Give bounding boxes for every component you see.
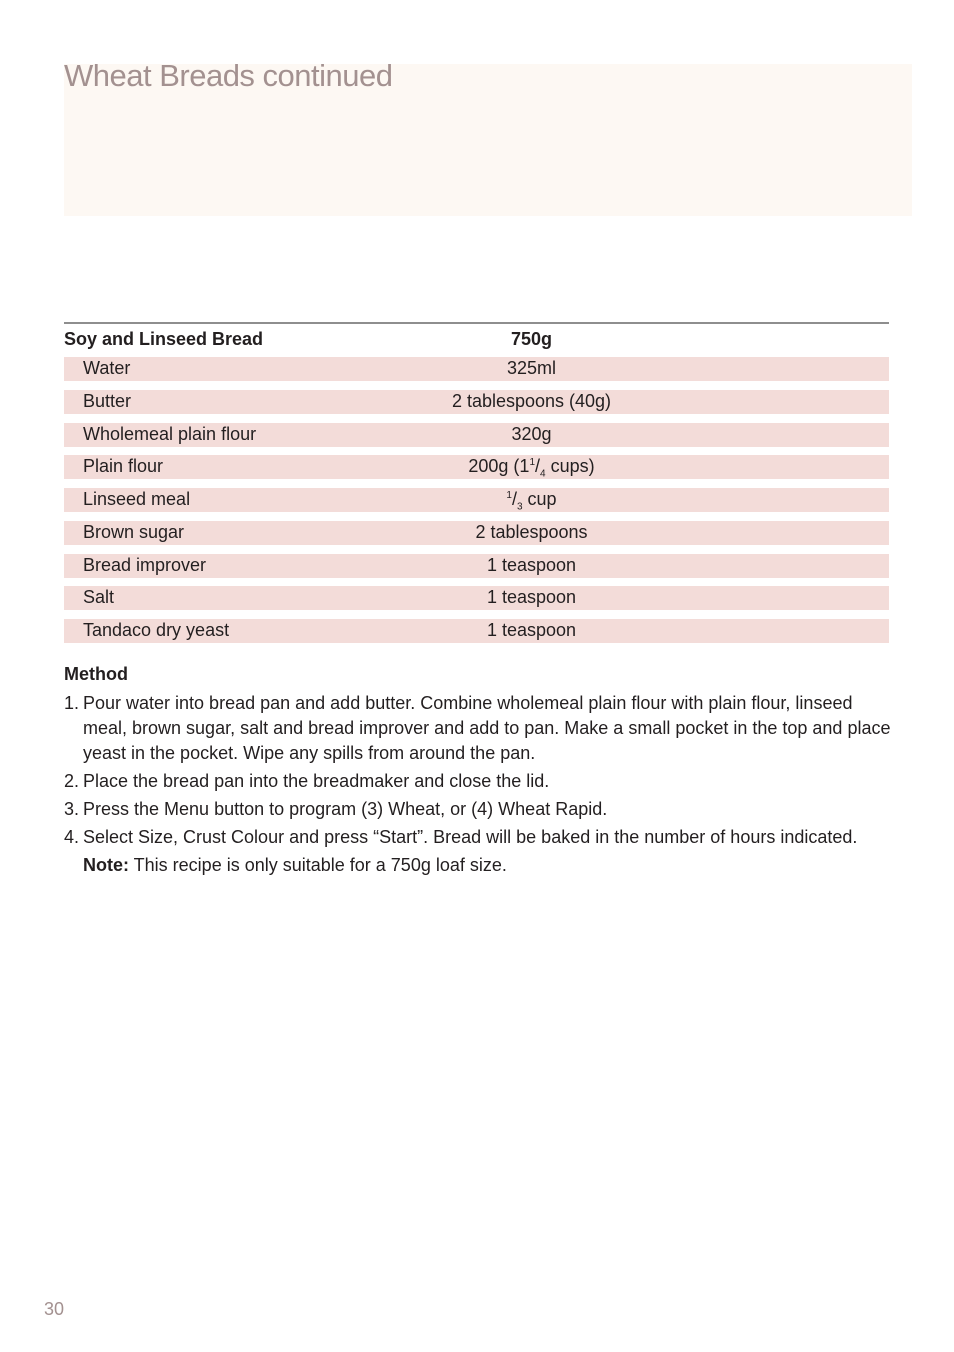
- ingredient-name: Water: [83, 358, 131, 378]
- qty-unit: cups): [545, 456, 595, 477]
- ingredient-name: Butter: [83, 390, 132, 411]
- ingredient-name: Brown sugar: [83, 521, 185, 542]
- ingredient-row: [64, 357, 889, 381]
- ingredient-qty: 1 teaspoon: [486, 620, 577, 640]
- ingredient-row: [64, 586, 889, 610]
- step-number: 4.: [64, 827, 80, 847]
- method-section: [64, 662, 894, 878]
- qty-whole: 200g (1: [468, 456, 530, 477]
- ingredient-row: [64, 455, 889, 479]
- qty-denominator: 3: [516, 501, 523, 513]
- step-number: 2.: [64, 771, 80, 791]
- ingredient-qty: 320g: [511, 423, 552, 444]
- recipe-size: 750g: [510, 329, 553, 349]
- step-number: 1.: [64, 693, 80, 713]
- method-step: [64, 825, 894, 850]
- recipe-table: [64, 322, 889, 652]
- ingredient-row: [64, 619, 889, 643]
- ingredient-row: [64, 554, 889, 578]
- ingredient-row: [64, 521, 889, 545]
- ingredient-qty: 200g ($1^1/_4$ cups): [468, 456, 595, 480]
- ingredient-name: Bread improver: [83, 554, 207, 575]
- ingredient-row: [64, 390, 889, 414]
- qty-numerator: 1: [529, 457, 535, 469]
- ingredient-qty: 325ml: [506, 358, 557, 378]
- note-label: Note:: [83, 855, 129, 875]
- step-text: Pour water into bread pan and add butter. Combine wholemeal plain flour with plain flour, linseed meal, brown sugar, salt and bread improver and add to pan. Make a small pocket in the top and place yeast in the pocket. Wipe any spills from around the pan.: [83, 693, 891, 763]
- method-step: [64, 769, 894, 794]
- ingredient-name: Salt: [83, 587, 115, 608]
- ingredient-qty: 1 teaspoon: [486, 587, 577, 608]
- qty-numerator: 1: [506, 490, 512, 501]
- recipe-header: [64, 324, 889, 357]
- ingredient-row: [64, 423, 889, 447]
- step-number: 3.: [64, 799, 80, 819]
- ingredient-qty: 1 teaspoon: [486, 554, 577, 575]
- page-number: 30: [44, 1299, 65, 1319]
- recipe-note: [64, 853, 894, 878]
- ingredient-name: Plain flour: [83, 456, 164, 477]
- ingredient-name: Linseed meal: [83, 489, 191, 509]
- step-text: Press the Menu button to program (3) Wheat, or (4) Wheat Rapid.: [83, 799, 608, 819]
- note-text: This recipe is only suitable for a 750g loaf size.: [129, 855, 507, 875]
- ingredient-qty: 2 tablespoons: [475, 521, 588, 542]
- step-text: Select Size, Crust Colour and press “Start”. Bread will be baked in the number of hours indicated.: [83, 827, 858, 847]
- qty-unit: cup: [522, 489, 557, 509]
- page-title: Wheat Breads continued: [64, 58, 393, 93]
- ingredient-qty: 2 tablespoons (40g): [451, 390, 612, 411]
- method-step: [64, 691, 894, 766]
- method-heading: Method: [64, 664, 128, 684]
- step-text: Place the bread pan into the breadmaker and close the lid.: [83, 771, 550, 791]
- ingredient-qty: $^1/_3$ cup: [506, 489, 557, 513]
- method-step: [64, 797, 894, 822]
- ingredient-row: [64, 488, 889, 512]
- ingredient-name: Tandaco dry yeast: [83, 620, 230, 640]
- recipe-name: Soy and Linseed Bread: [64, 329, 264, 349]
- qty-denominator: 4: [540, 468, 546, 480]
- ingredient-name: Wholemeal plain flour: [83, 423, 257, 444]
